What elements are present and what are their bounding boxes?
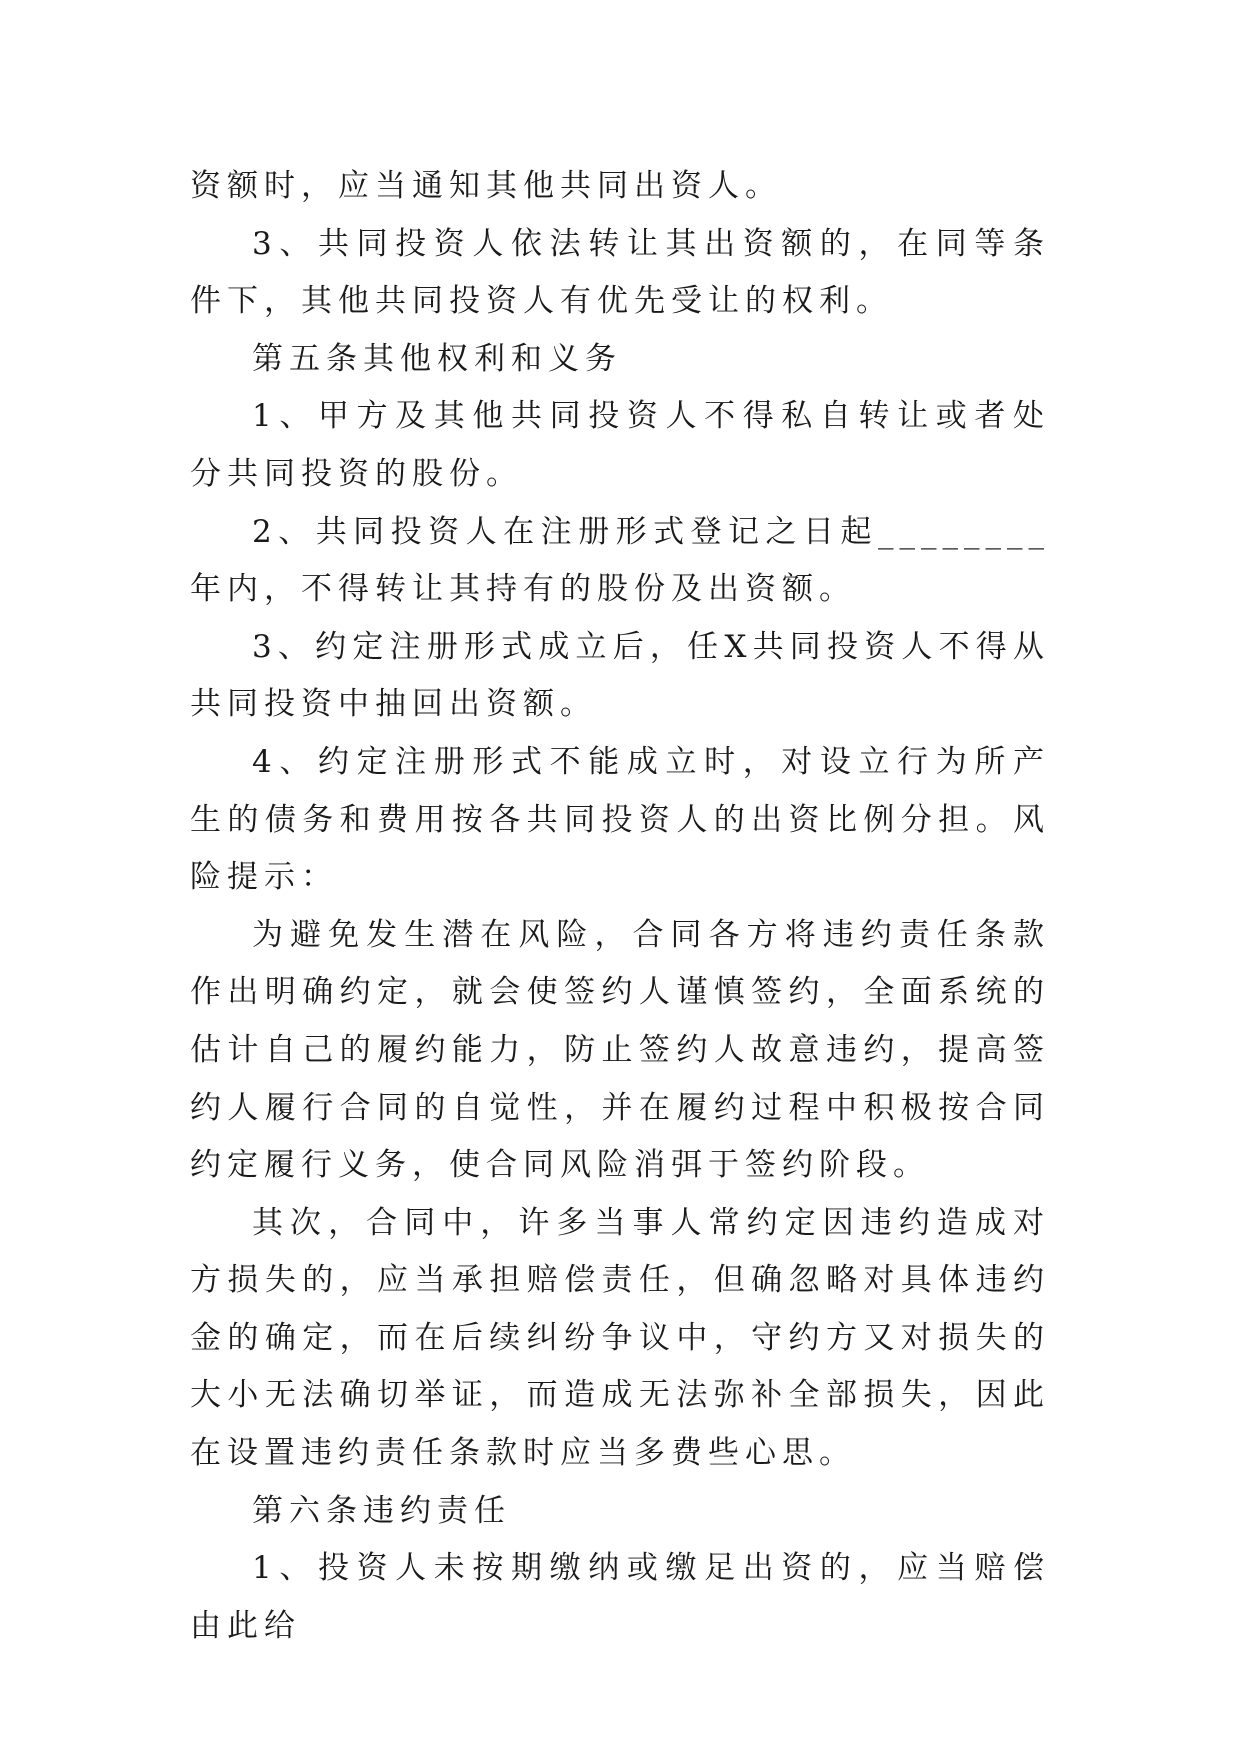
section-heading-article-5: 第五条其他权利和义务 (252, 340, 622, 377)
paragraph-clause-6-1: 1、投资人未按期缴纳或缴足出资的，应当赔偿由此给 (190, 1550, 1050, 1644)
paragraph-clause-4-3: 3、共同投资人依法转让其出资额的，在同等条件下，其他共同投资人有优先受让的权利。 (190, 225, 1050, 320)
document-body (190, 158, 1050, 1655)
paragraph-risk-note: 为避免发生潜在风险，合同各方将违约责任条款作出明确约定，就会使签约人谨慎签约，全面系统的估计自己的履约能力，防止签约人故意违约，提高签约人履行合同的自觉性，并在履约过程中积极按合同约定履行义务，使合同风险消弭于签约阶段。 (190, 916, 1050, 1184)
paragraph-clause-5-2: 2、共同投资人在注册形式登记之日起________年内，不得转让其持有的股份及出资额。 (190, 513, 1050, 608)
paragraph-secondly: 其次，合同中，许多当事人常约定因违约造成对方损失的，应当承担赔偿责任，但确忽略对具体违约金的确定，而在后续纠纷争议中，守约方又对损失的大小无法确切举证，而造成无法弥补全部损失，因此在设置违约责任条款时应当多费些心思。 (190, 1204, 1050, 1472)
paragraph-clause-5-3: 3、约定注册形式成立后，任X共同投资人不得从共同投资中抽回出资额。 (190, 628, 1050, 723)
section-heading-article-6: 第六条违约责任 (252, 1492, 511, 1529)
paragraph-continuation: 资额时，应当通知其他共同出资人。 (190, 168, 782, 204)
paragraph-clause-5-1: 1、甲方及其他共同投资人不得私自转让或者处分共同投资的股份。 (190, 398, 1050, 492)
paragraph-clause-5-4: 4、约定注册形式不能成立时，对设立行为所产生的债务和费用按各共同投资人的出资比例分担。风险提示： (190, 743, 1050, 896)
